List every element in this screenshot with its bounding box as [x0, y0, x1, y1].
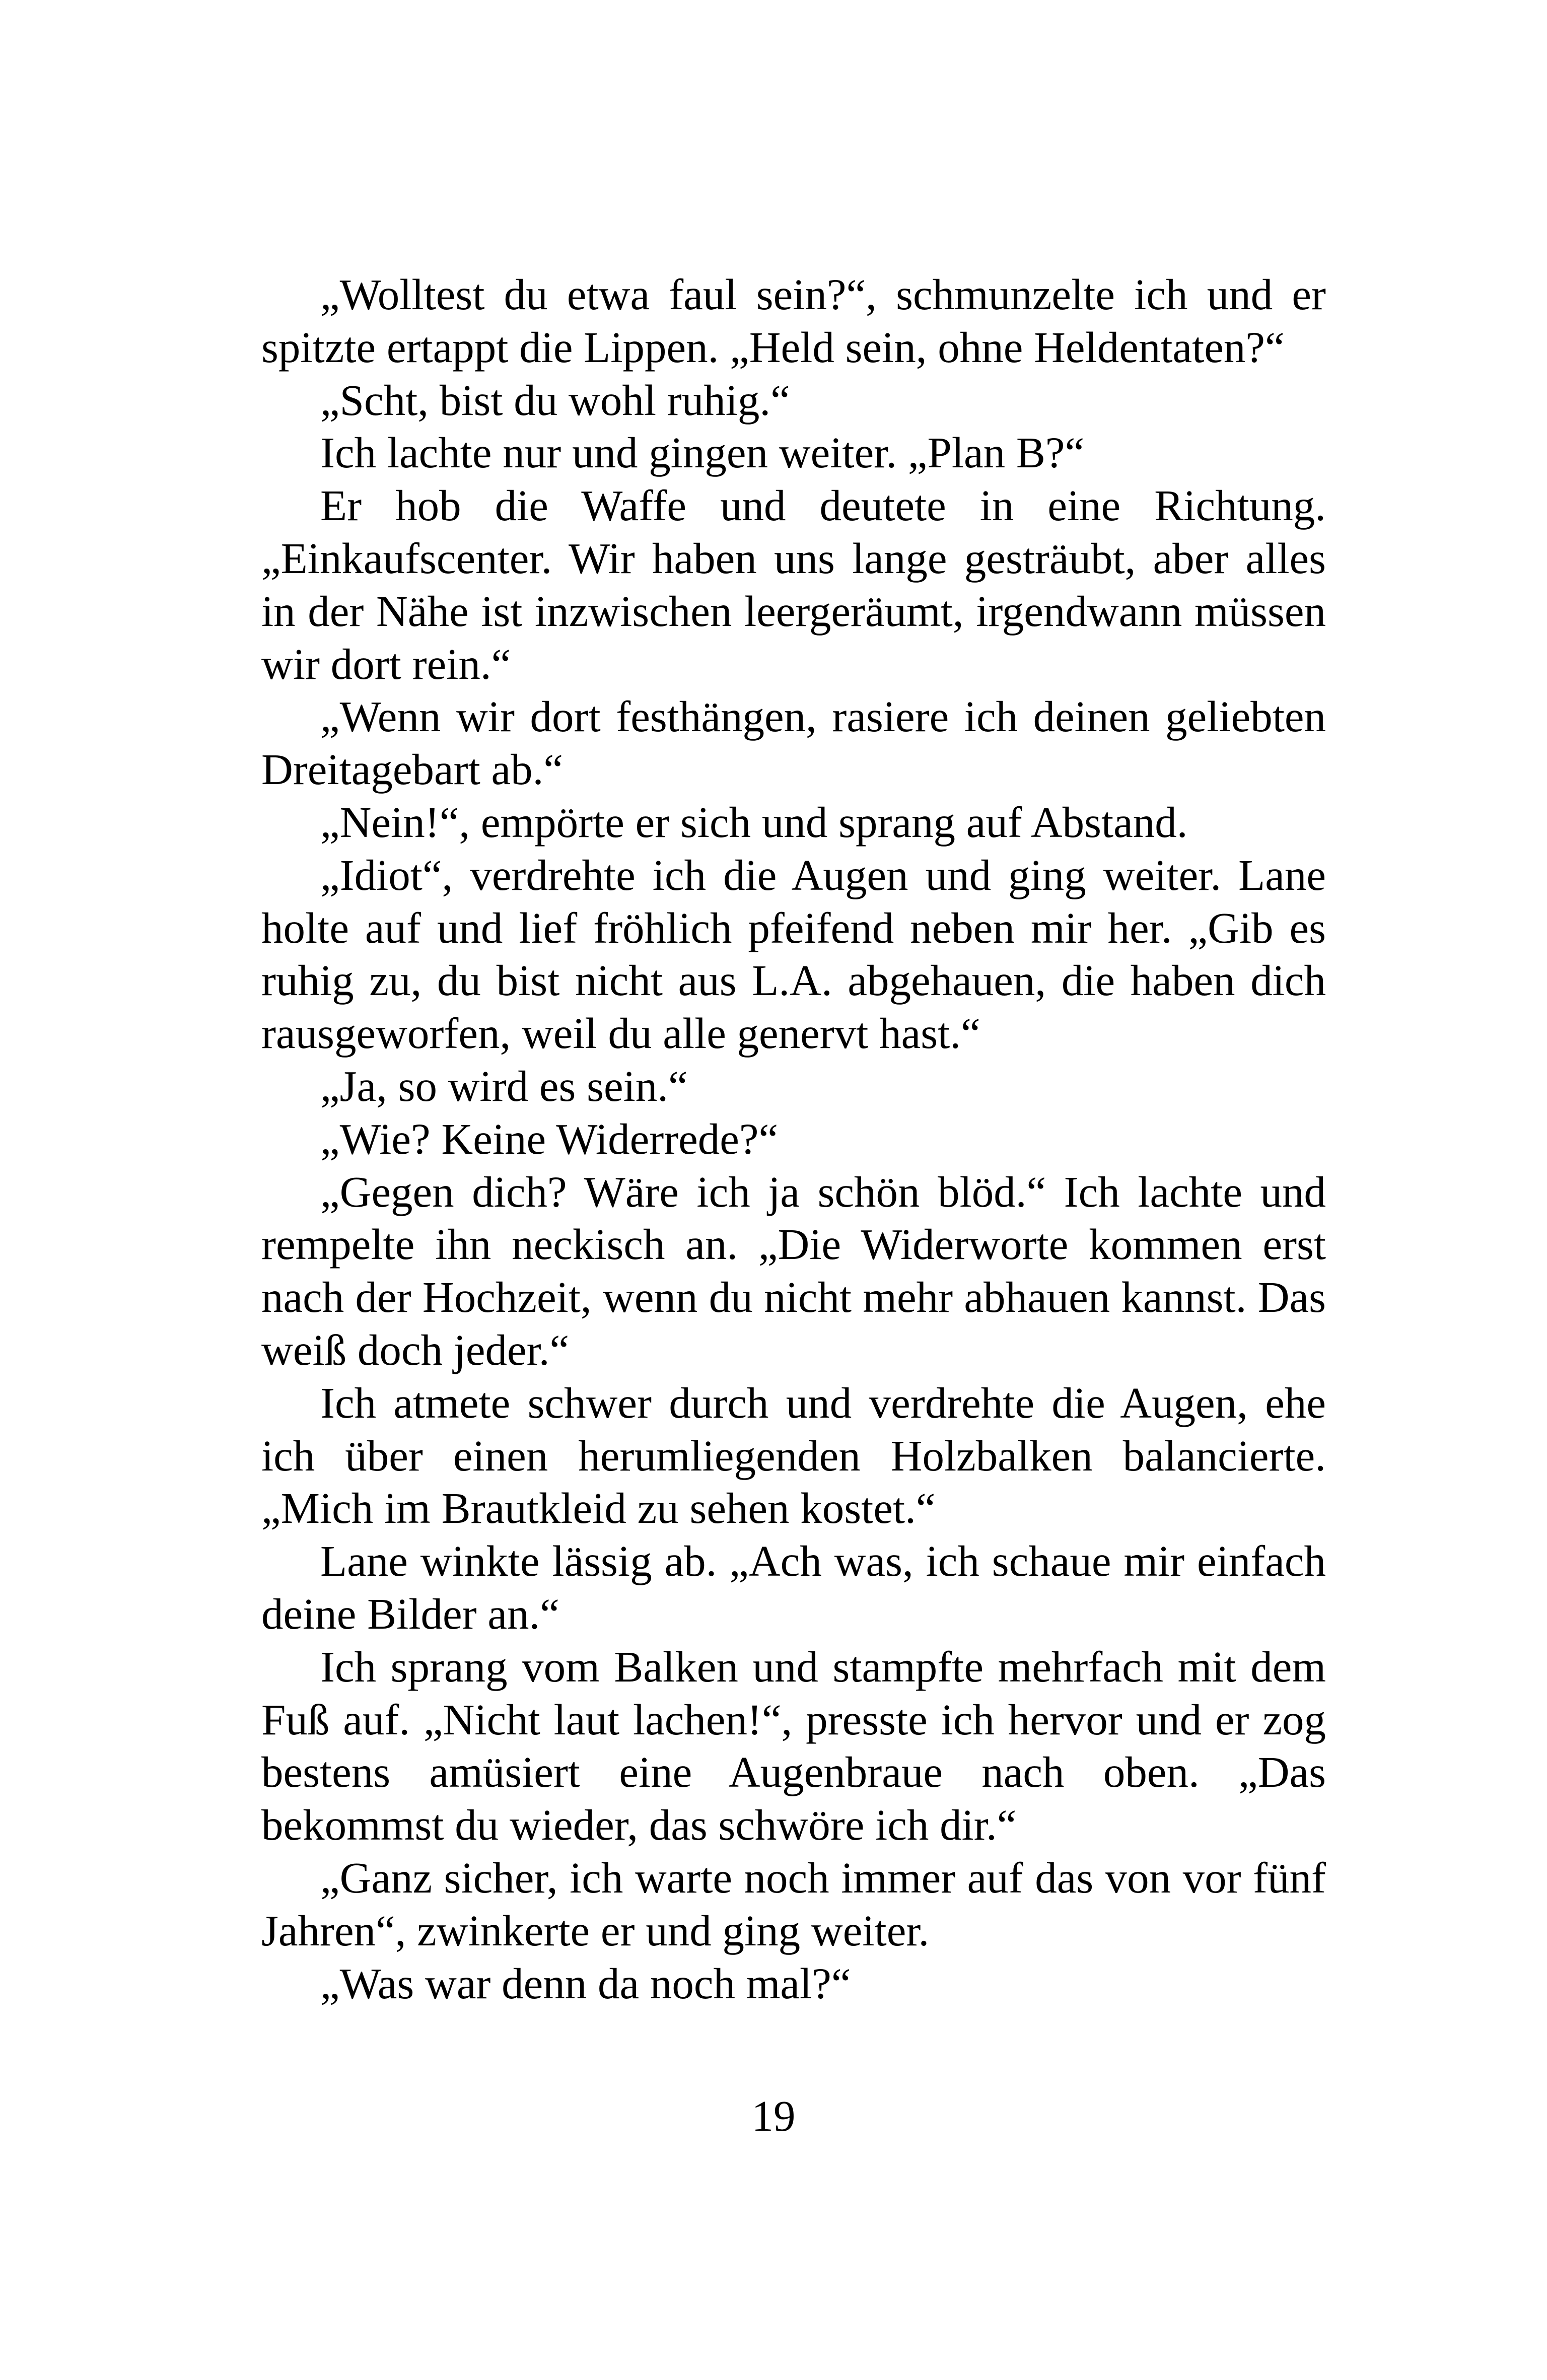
paragraph: „Was war denn da noch mal?“	[320, 1958, 851, 2008]
paragraph: Ich atmete schwer durch und verdrehte die Augen, ehe ich über einen herumliegenden Holzbalken balancierte. „Mich im Brautkleid zu sehen kostet.“	[261, 1378, 1326, 1533]
paragraph: „Wie? Keine Widerrede?“	[320, 1114, 779, 1163]
paragraph: Er hob die Waffe und deutete in eine Richtung. „Einkaufscenter. Wir haben uns lange gesträubt, aber alles in der Nähe ist inzwischen leergeräumt, irgendwann müssen wir dort rein.“	[261, 481, 1326, 688]
paragraph: „Scht, bist du wohl ruhig.“	[320, 375, 790, 425]
page-number: 19	[751, 2091, 796, 2140]
body-text	[261, 268, 1326, 2010]
paragraph: „Nein!“, empörte er sich und sprang auf Abstand.	[320, 797, 1188, 847]
paragraph: „Gegen dich? Wäre ich ja schön blöd.“ Ich lachte und rempelte ihn neckisch an. „Die Widerworte kommen erst nach der Hochzeit, wenn du nicht mehr abhauen kannst. Das weiß doch jeder.“	[261, 1167, 1326, 1374]
paragraph: „Wenn wir dort festhängen, rasiere ich deinen geliebten Dreitagebart ab.“	[261, 692, 1326, 794]
paragraph: „Ja, so wird es sein.“	[320, 1061, 688, 1110]
paragraph: „Ganz sicher, ich warte noch immer auf das von vor fünf Jahren“, zwinkerte er und ging weiter.	[261, 1853, 1326, 1955]
paragraph: „Wolltest du etwa faul sein?“, schmunzelte ich und er spitzte ertappt die Lippen. „Held sein, ohne Heldentaten?“	[261, 270, 1326, 372]
paragraph: Lane winkte lässig ab. „Ach was, ich schaue mir einfach deine Bilder an.“	[261, 1536, 1326, 1638]
paragraph: Ich sprang vom Balken und stampfte mehrfach mit dem Fuß auf. „Nicht laut lachen!“, presste ich hervor und er zog bestens amüsiert eine Augenbraue nach oben. „Das bekommst du wieder, das schwöre ich dir.“	[261, 1642, 1326, 1850]
paragraph: Ich lachte nur und gingen weiter. „Plan B?“	[320, 428, 1085, 477]
paragraph: „Idiot“, verdrehte ich die Augen und ging weiter. Lane holte auf und lief fröhlich pfeifend neben mir her. „Gib es ruhig zu, du bist nicht aus L.A. abgehauen, die haben dich rausgeworfen, weil du alle genervt hast.“	[261, 850, 1326, 1058]
